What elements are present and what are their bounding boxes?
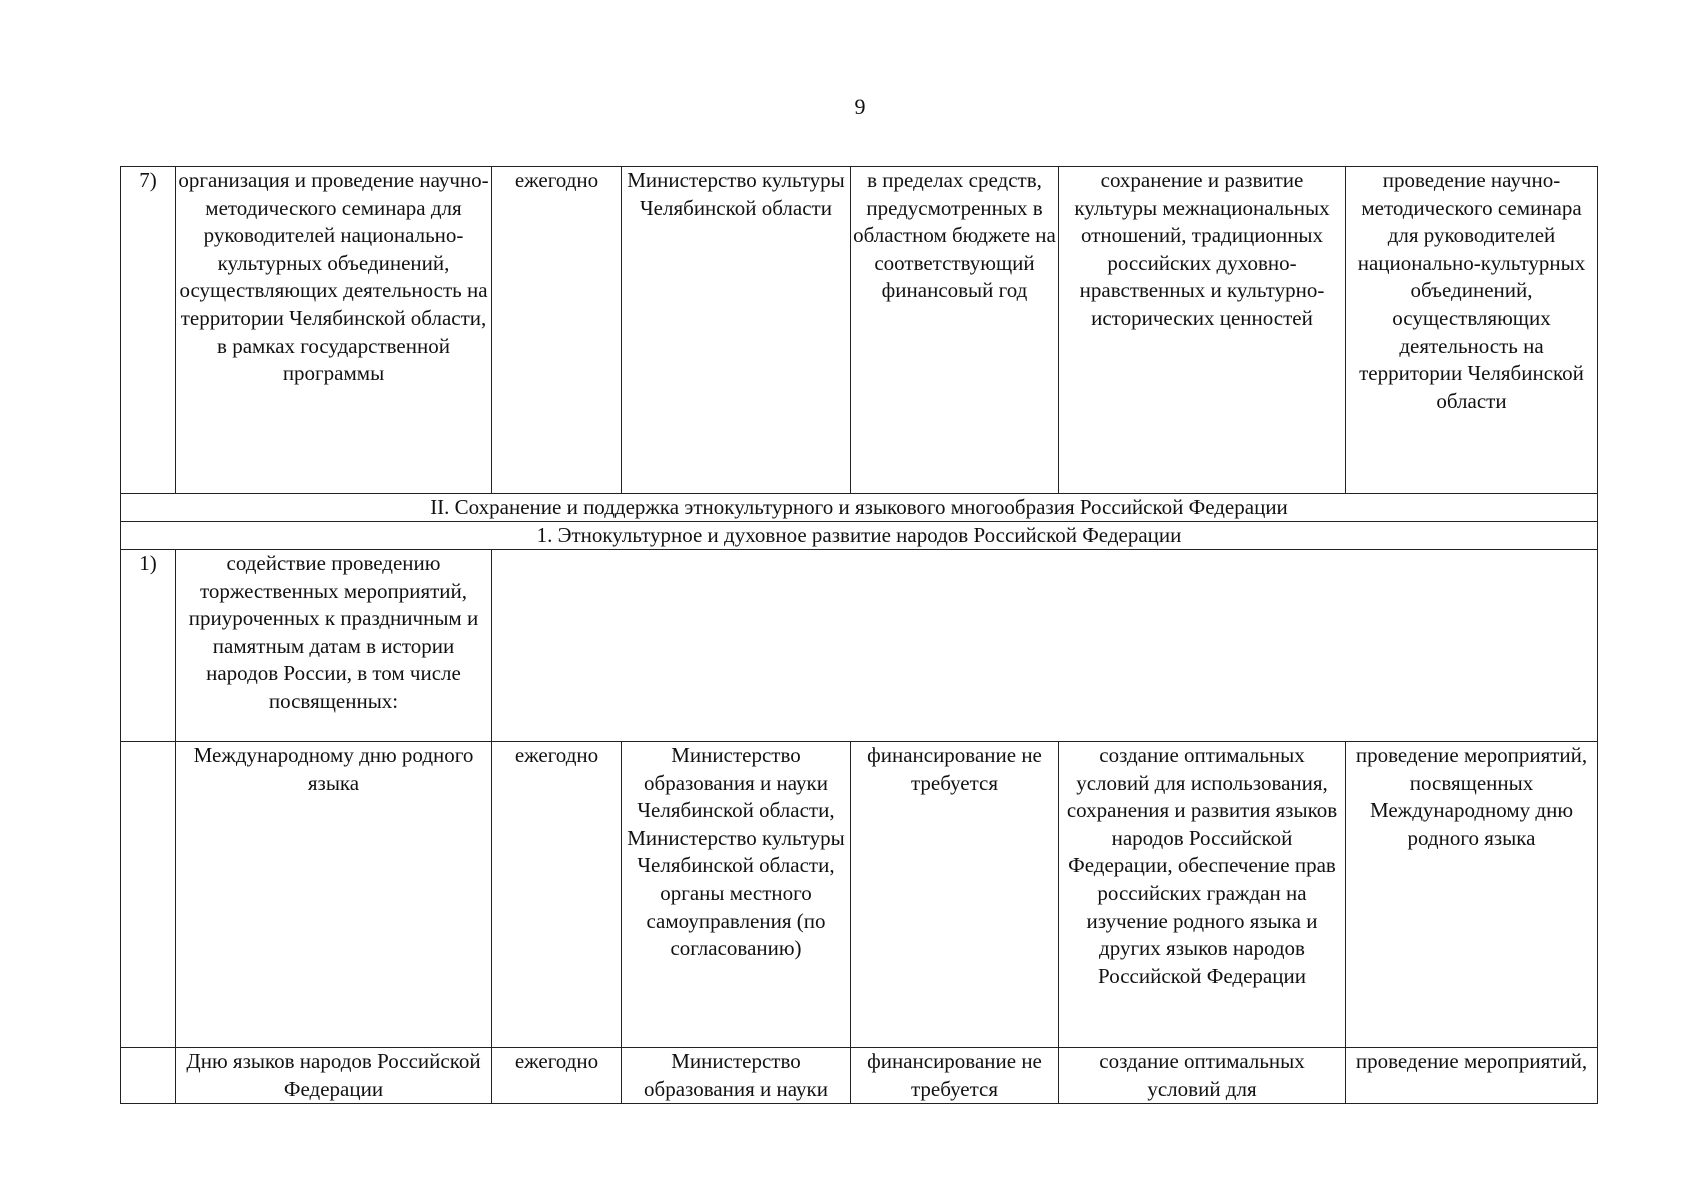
goal-cell: сохранение и развитие культуры межнациональных отношений, традиционных российских духовно-нравственных и культурно-исторических ценностей	[1059, 167, 1346, 494]
event-cell: содействие проведению торжественных мероприятий, приуроченных к праздничным и памятным датам в истории народов России, в том числе посвященных:	[176, 550, 492, 742]
subsection-header-row	[121, 522, 1598, 550]
financing-cell: финансирование не требуется	[851, 1048, 1059, 1104]
table-row	[121, 1048, 1598, 1104]
executor-cell: Министерство культуры Челябинской области	[622, 167, 851, 494]
row-number: 7)	[121, 167, 176, 494]
term-cell: ежегодно	[492, 1048, 622, 1104]
event-cell: Дню языков народов Российской Федерации	[176, 1048, 492, 1104]
table-row	[121, 550, 1598, 742]
row-number: 1)	[121, 550, 176, 742]
goal-cell: создание оптимальных условий для	[1059, 1048, 1346, 1104]
section-title: II. Сохранение и поддержка этнокультурного и языкового многообразия Российской Федерации	[121, 494, 1598, 522]
financing-cell: финансирование не требуется	[851, 742, 1059, 1048]
empty-merged-cell	[492, 550, 1598, 742]
row-number-empty	[121, 1048, 176, 1104]
row-number-empty	[121, 742, 176, 1048]
financing-cell: в пределах средств, предусмотренных в областном бюджете на соответствующий финансовый год	[851, 167, 1059, 494]
table-row	[121, 167, 1598, 494]
result-cell: проведение мероприятий, посвященных Международному дню родного языка	[1346, 742, 1598, 1048]
term-cell: ежегодно	[492, 167, 622, 494]
term-cell: ежегодно	[492, 742, 622, 1048]
event-cell: Международному дню родного языка	[176, 742, 492, 1048]
table-row	[121, 742, 1598, 1048]
result-cell: проведение мероприятий,	[1346, 1048, 1598, 1104]
result-cell: проведение научно-методического семинара для руководителей национально-культурных объединений, осуществляющих деятельность на территории Челябинской области	[1346, 167, 1598, 494]
subsection-title: 1. Этнокультурное и духовное развитие народов Российской Федерации	[121, 522, 1598, 550]
event-cell: организация и проведение научно-методического семинара для руководителей национально-культурных объединений, осуществляющих деятельность на территории Челябинской области, в рамках государственной программы	[176, 167, 492, 494]
page-number: 9	[854, 94, 866, 119]
executor-cell: Министерство образования и науки Челябинской области, Министерство культуры Челябинской области, органы местного самоуправления (по согласованию)	[622, 742, 851, 1048]
executor-cell: Министерство образования и науки	[622, 1048, 851, 1104]
action-plan-table	[120, 166, 1598, 1104]
section-header-row	[121, 494, 1598, 522]
goal-cell: создание оптимальных условий для использования, сохранения и развития языков народов Российской Федерации, обеспечение прав российских граждан на изучение родного языка и других языков народов Российской Федерации	[1059, 742, 1346, 1048]
